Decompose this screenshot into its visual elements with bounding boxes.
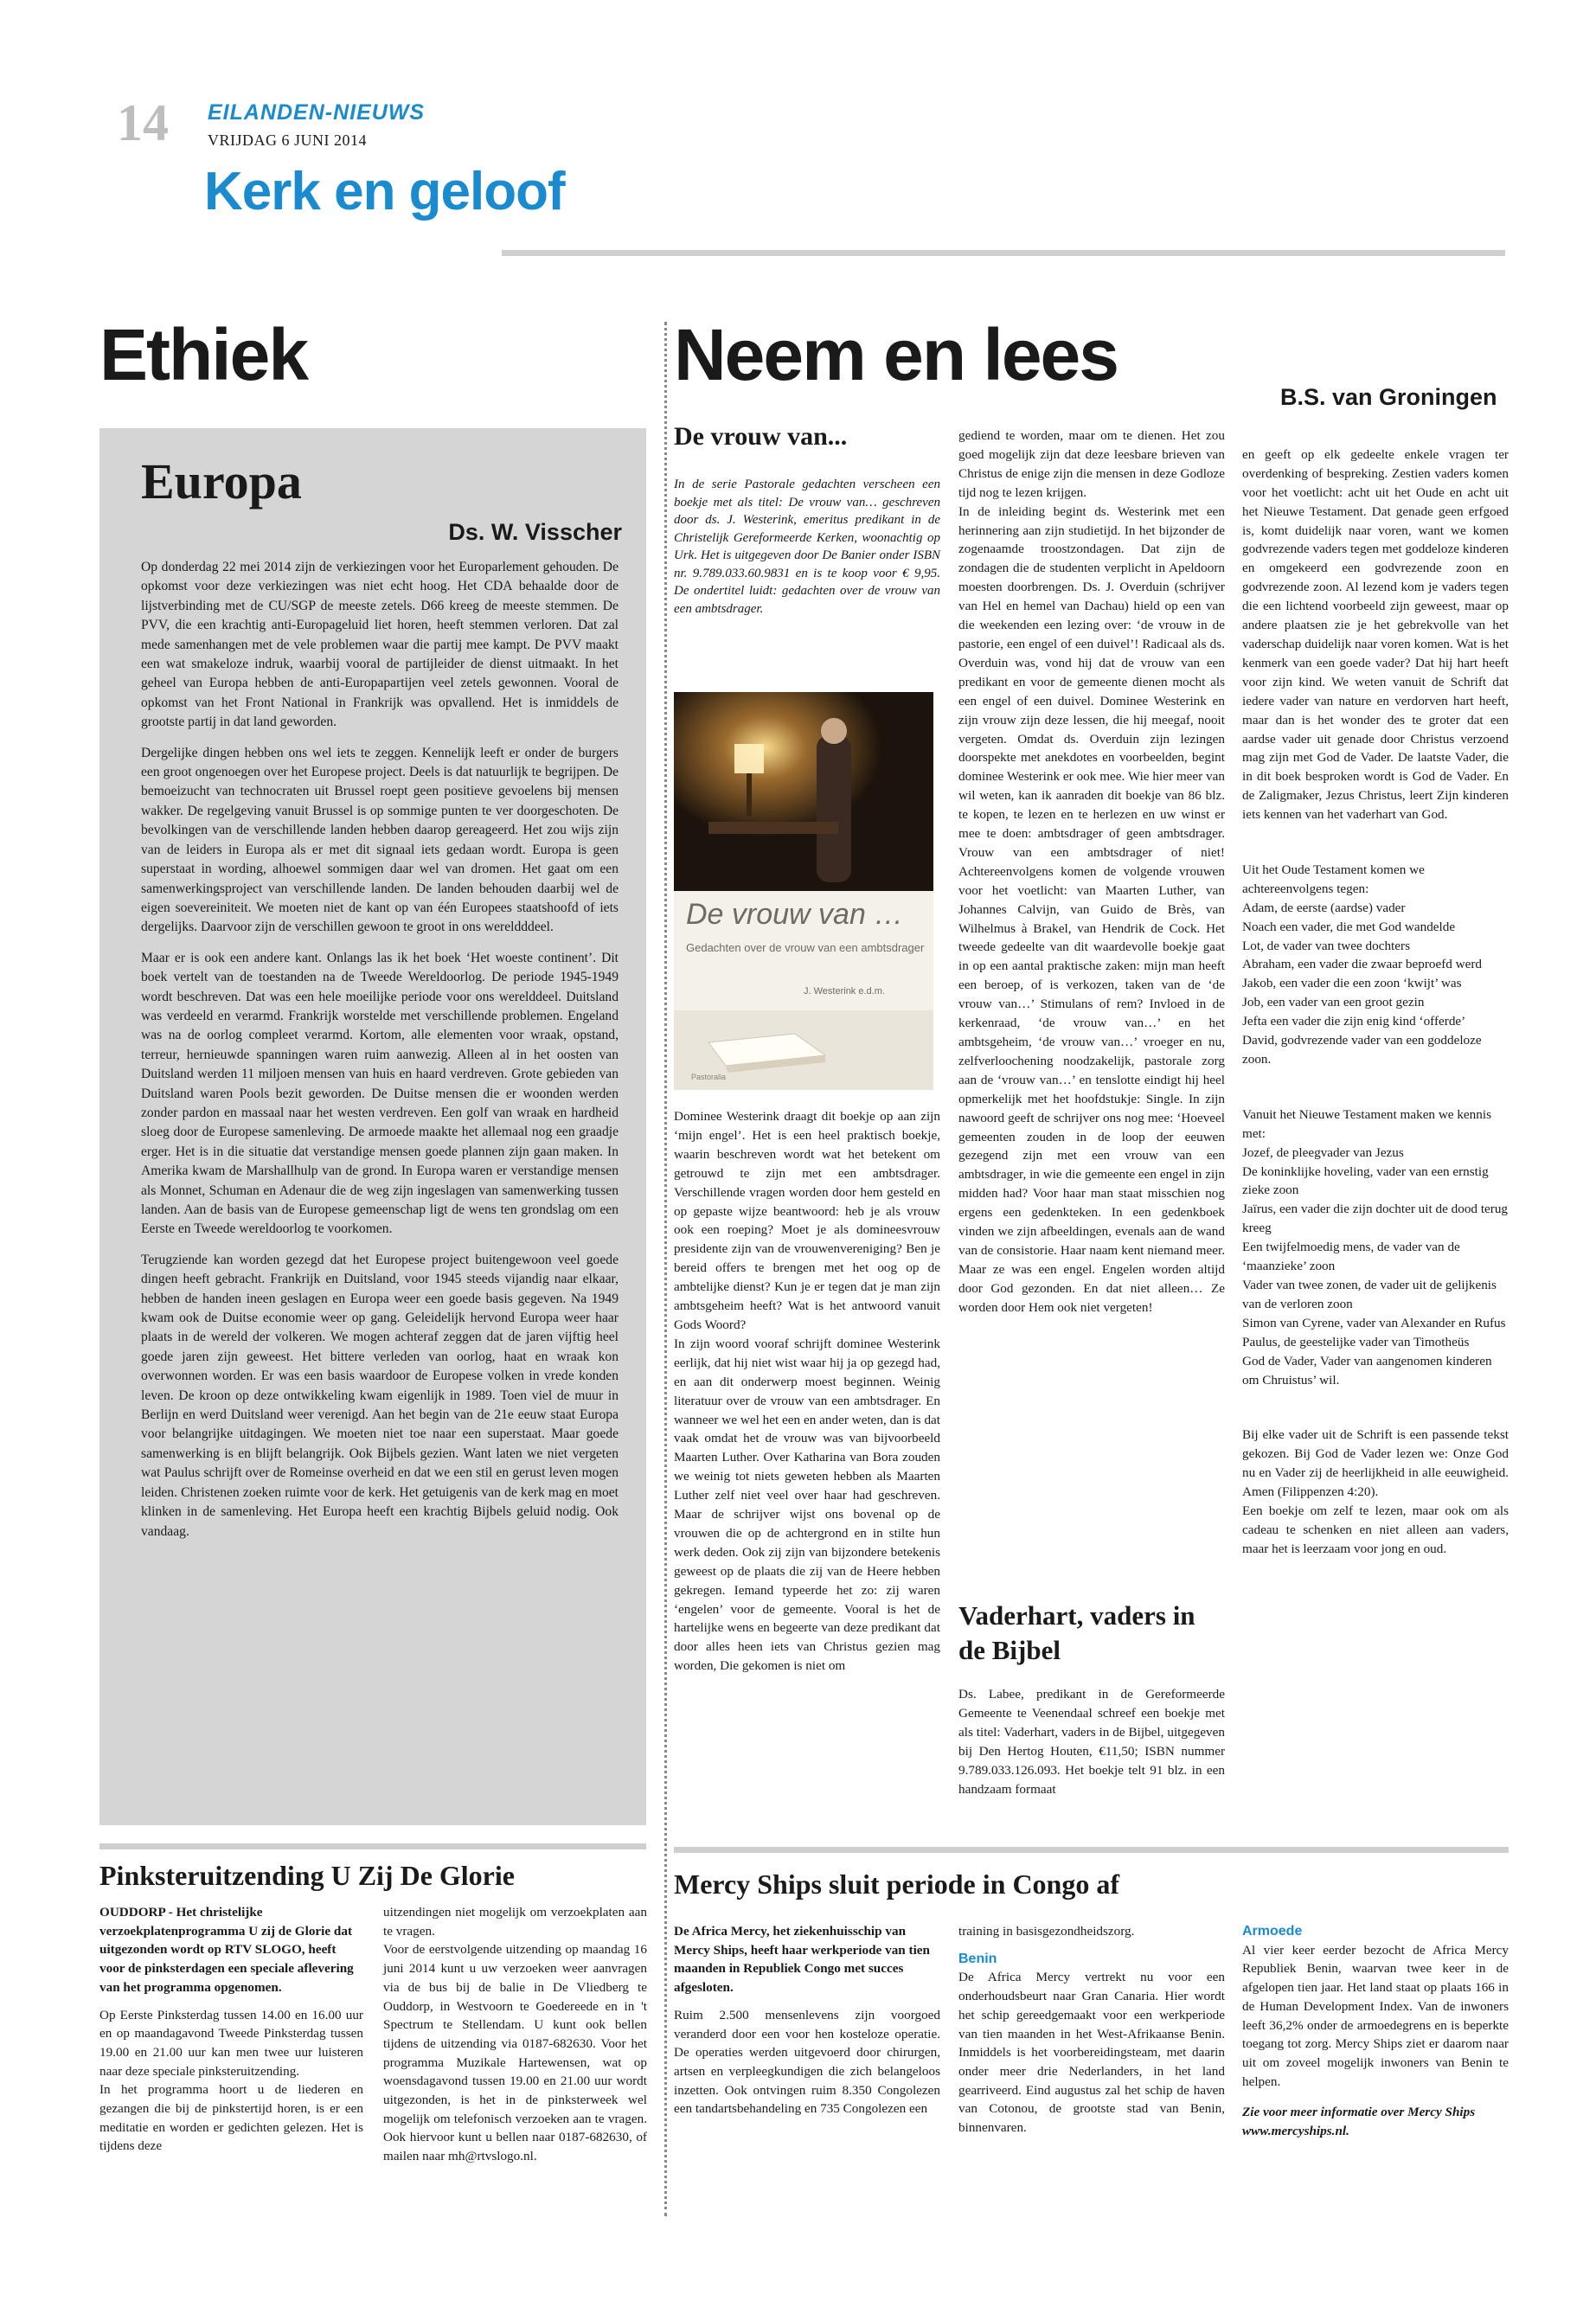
cover-title: De vrouw van …: [686, 898, 904, 931]
pinkster-title: Pinksteruitzending U Zij De Glorie: [99, 1860, 515, 1891]
ethiek-paragraph: Op donderdag 22 mei 2014 zijn de verkiezingen voor het Europarlement gehouden. De opkomst voor deze verkiezingen was niet echt hoog. Het CDA behaalde door de lijstverbinding met de CU/SGP de meeste zetels. D66 kreeg de meeste stemmen. De PVV, die een krachtig anti-Europageluid liet horen, heeft stemmen verloren. Dat zal mede samenhangen met de vele problemen waar die partij mee kampt. De PVV maakt een wat smakeloze indruk, waarbij vooral de partijleider de dienst uitmaakt. In het geheel van Europa hebben de anti-Europapartijen veel zetels gewonnen. Vooral de opkomst van het Front National in Frankrijk was opvallend. Het is inmiddels de grootste partij in dat land geworden.: [141, 560, 619, 730]
article1-title: De vrouw van...: [674, 422, 848, 451]
pinkster-lead: OUDDORP - Het christelijke verzoekplatenprogramma U zij de Glorie dat uitgezonden wordt op RTV SLOGO, heeft voor de pinksterdagen een speciale aflevering van het programma opgenomen.: [99, 1905, 354, 1995]
ethiek-box: [99, 428, 646, 1825]
article2-paragraph: Bij elke vader uit de Schrift is een passende tekst gekozen. Bij God de Vader lezen we: Onze God nu en Vader zij de heerlijkheid in alle eeuwigheid. Amen (Filippenzen 4:20). Een boekje om zelf te lezen, maar ook om als cadeau te schenken en niet alleen aan vaders, maar het is leerzaam voor jong en oud.: [1242, 1427, 1509, 1556]
pinkster-col1: [99, 1903, 363, 2156]
article2-paragraph: Ds. Labee, predikant in de Gereformeerde Gemeente te Veenendaal schreef een boekje met als titel: Vaderhart, vaders in de Bijbel, uitgegeven bij Den Hertog Houten, €11,50; ISBN nummer 9.789.033.126.093. Het boekje telt 91 blz. in een handzaam formaat: [958, 1687, 1225, 1797]
pinkster-paragraph: Voor de eerstvolgende uitzending op maandag 16 juni 2014 kunt u uw verzoeken weer aanvragen via de bus bij de balie in De Vliedberg te Ouddorp, in Westvoorn te Goedereede en in 't Spectrum te Stellendam. U kunt ook bellen tijdens de uitzending via 0187-682630. Voor het programma Muzikale Hartewensen, wat op woensdagavond tussen 19.00 en 21.00 uur wordt uitgezonden, is het in de pinksterweek wel mogelijk om telefonisch verzoeken aan te vragen. Ook hiervoor kunt u bellen naar 0187-682630, of mailen naar mh@rtvslogo.nl.: [383, 1942, 647, 2164]
mercy-footer-link[interactable]: Zie voor meer informatie over Mercy Ships www.mercyships.nl.: [1242, 2105, 1476, 2139]
article2-list-ot: Uit het Oude Testament komen we achtereenvolgens tegen: Adam, de eerste (aardse) vader Noach een vader, die met God wandelde Lot, de vader van twee dochters Abraham, een vader die zwaar beproefd werd Jakob, een vader die een zoon ‘kwijt’ was Job, een vader van een groot gezin Jefta een vader die zijn enig kind ‘offerde’ David, godvrezende vader van een goddeloze zoon.: [1242, 862, 1483, 1067]
ethiek-paragraph: Terugziende kan worden gezegd dat het Europese project buitengewoon veel goede dingen heeft gebracht. Frankrijk en Duitsland, voor 1945 steeds vijandig naar elkaar, hebben de handen ineen geslagen en Europa weer een goede basis gegeven. Na 1949 kwam ook de Duitse economie weer op gang. Geleidelijk hervond Europa weer haar plaats in de wereld der volkeren. We mogen achteraf zeggen dat de jaren vijftig heel goede jaren zijn geweest. Het bittere verleden van oorlog, haat en wraak kon overwonnen worden. Er was een basis waardoor de Europese volken in vrede konden leven. De kroon op deze ontwikkeling kwam eigenlijk in 1989. Toen viel de muur in Berlijn en werd Duitsland weer verenigd. Aan het begin van de 21e eeuw staat Europa voor belangrijke uitdagingen. We moeten niet toe naar een superstaat. Maar goede samenwerking is en blijft belangrijk. Ook Bijbels gezien. Want laten we niet vergeten wat Paulus schrijft over de Romeinse overheid en dat we een stil en gerust leven mogen leiden. Christenen zoeken ruimte voor de kerk. Het getuigenis van de kerk mag en moet klinken in de samenleving. Het Europa heeft een krachtig Bijbels geluid nodig. Ook vandaag.: [141, 1252, 619, 1539]
mercy-paragraph: Al vier keer eerder bezocht de Africa Mercy Republiek Benin, waarvan twee keer in de afgelopen tien jaar. Het land staat op plaats 166 in de Human Development Index. Van de inwoners leeft 36,2% onder de armoedegrens en is beperkte toegang tot zorg. Mercy Ships ziet er daarom naar uit om zoveel mogelijk inwoners van Benin te helpen.: [1242, 1942, 1509, 2089]
issue-date: VRIJDAG 6 JUNI 2014: [208, 131, 367, 149]
column-divider: [664, 322, 667, 2216]
pinkster-col2: [383, 1903, 647, 2166]
pinkster-paragraph: Op Eerste Pinksterdag tussen 14.00 en 16.00 uur en op maandagavond Tweede Pinksterdag tussen 19.00 en 21.00 uur kan men twee uur luisteren naar deze speciale pinksteruitzending.: [99, 2007, 363, 2079]
article2-body: [958, 1685, 1225, 1798]
article1-col3: [958, 426, 1225, 1317]
mercy-rule: [674, 1847, 1509, 1853]
section-title: Kerk en geloof: [204, 162, 565, 221]
article2-list-nt: Vanuit het Nieuwe Testament maken we kennis met: Jozef, de pleegvader van Jezus De koninklijke hoveling, vader van een ernstig zieke zoon Jaïrus, een vader die zijn dochter uit de dood terug kreeg Een twijfelmoedig mens, de vader van de ‘maanzieke’ zoon Vader van twee zonen, de vader uit de gelijkenis van de verloren zoon Simon van Cyrene, vader van Alexander en Rufus Paulus, de geestelijke vader van Timotheüs God de Vader, Vader van aangenomen kinderen om Chruistus’ wil.: [1242, 1106, 1509, 1388]
mercy-col3: [1242, 1922, 1509, 2141]
ethiek-body: [141, 558, 619, 1553]
mercy-lead: De Africa Mercy, het ziekenhuisschip van Mercy Ships, heeft haar werkperiode van tien maanden in Republiek Congo met succes afgesloten.: [674, 1924, 930, 1996]
article1-paragraph: gediend te worden, maar om te dienen. Het zou goed mogelijk zijn dat deze leesbare brieven van Christus de enige zijn die mensen in deze Godloze tijd nog te lezen krijgen.: [958, 428, 1225, 500]
mercy-subheading-armoede: Armoede: [1242, 1924, 1303, 1939]
pinkster-paragraph: uitzendingen niet mogelijk om verzoekplaten aan te vragen.: [383, 1905, 647, 1939]
article2-paragraph: en geeft op elk gedeelte enkele vragen ter overdenking of bespreking. Zestien vaders komen voor het voetlicht: acht uit het Oude en acht uit het Nieuwe Testament. Dat genade geen erfgoed is, komt duidelijk naar voren, want we komen godvrezende vaders tegen met goddeloze kinderen en omgekeerd een godvrezende zoon en godvrezende zoon. Al lezend kom je vaders tegen die een lichtend voorbeeld zijn geweest, maar op andere plaatsen zie je het gebrekvolle van het vaderschap duidelijk naar voren komen. Wat is het kenmerk van een goede vader? Dat hij hart heeft voor zijn kind. We weten vanuit de Schrift dat iedere vader van nature en verdorven hart heeft, maar dan is het wonder des te groter dat een aardse vader uit genade door Christus verzoend mag zijn met God de Vader. De laatste Vader, die in dit boek besproken wordt is God de Vader. En de Zaligmaker, Jezus Christus, leert Zijn kinderen iets kennen van het vaderhart van God.: [1242, 446, 1509, 823]
pinkster-rule: [99, 1843, 646, 1849]
article1-paragraph: Dominee Westerink draagt dit boekje op aan zijn ‘mijn engel’. Het is een heel praktisch boekje, waarin beschreven wordt wat het betekent om getrouwd te zijn met een ambtsdrager. Verschillende vragen worden door hem gesteld en op gepaste wijze beantwoord: heb je als vrouw ook een roeping? Moet je als domineesvrouw presidente zijn van de vrouwenvereniging? Ben je bereid offers te brengen met het oog op de ambtelijke dienst? Kun je er tegen dat je man zijn ambtsgeheim heeft? Wat is het antwoord vanuit Gods Woord?: [674, 1109, 940, 1332]
section-rule: [502, 250, 1505, 256]
article1-paragraph: In de inleiding begint ds. Westerink met een herinnering aan zijn studietijd. In het bijzonder de zogenaamde troostzondagen. Dat zijn de zondagen die de studenten verplicht in Apeldoorn moesten doorbrengen. Ds. J. Overduin (schrijver van Hel en hemel van Dachau) hield op een van die weekenden een lezing over: ‘de vrouw in de pastorie, een engel of een duivel’! Radicaal als ds. Overduin was, vond hij dat de vrouw van een predikant en voor de gemeente dienen mocht als een engel of een duivel. Dominee Westerink en zijn vrouw zijn deze lessen, die hij meegaf, nooit vergeten. Omdat ds. Overduin zijn lezingen doorspekte met anekdotes en voorbeelden, begint dominee Westerink er ook mee. Wie hier meer van wil weten, kan ik aanraden dit boekje van 86 blz. te kopen, te lezen en te herlezen en uw winst er mee te doen: ambtsdrager of geen ambtsdrager. Vrouw van een ambtsdrager of niet! Achtereenvolgens komen de volgende vrouwen voor het voetlicht: van Maarten Luther, van Johannes Calvijn, van Guido de Brès, van Wilhelmus à Brakel, van Hendrik de Cock. Het tweede gedeelte van dit waardevolle boekje gaat in op een aantal praktische zaken: mijn man heeft een beroep, of is verkozen, taken van de ‘de vrouw van…’ Stimulans of rem? Invloed in de kerkenraad, ‘de vrouw van…’ en het ambtsgeheim, ‘de vrouw van…’ vroeger en nu, zelfverloochening noodzakelijk, pastorale zorg aan de ‘vrouw van…’ en tenslotte eindigt hij heel opmerkelijk met het hoofdstukje: Single. In zijn nawoord geeft de schrijver ons nog mee: ‘Hoeveel gemeenten zouden in de loop der eeuwen gezegend zijn met een vrouw van een ambtsdrager, in wie die gemeente een engel in zijn midden had? Voor haar man staat misschien nog ergens een gedenkteken. In een gedenkboek vinden we zijn afbeeldingen, evenals aan de wand van de consistorie. Haar naam kent niemand meer. Maar ze was een engel. Engelen worden altijd door God gezonden. En dat niet alleen… Ze worden door Hem ook niet vergeten!: [958, 503, 1225, 1315]
ethiek-paragraph: Maar er is ook een andere kant. Onlangs las ik het boek ‘Het woeste continent’. Dit boek vertelt van de toestanden na de Tweede Wereldoorlog. De periode 1945-1949 wordt beschreven. Dat was een hele moeilijke periode voor ons werelddeel. Duitsland was verdeeld en verarmd. Frankrijk worstelde met verschillende problemen. Engeland was na de oorlog compleet verarmd. Kortom, alle elementen voor wraak, opstand, terreur, hernieuwde spanningen waren ruim aanwezig. Alleen al in het oosten van Duitsland werden 11 miljoen mensen van huis en haard verdreven. Grote gebieden van Duitsland waren Pools bezit geworden. De Duitse mensen die er woonden werden zonder pardon en massaal naar het westen verdreven. Een golf van wraak en hardheid sloeg door de Europese samenleving. De armoede maakte het allemaal nog een graadje erger. Het is in die situatie dat verstandige mensen goede plannen zijn gaan maken. In Amerika kwam de Marshallhulp van de grond. In Europa waren er verstandige mensen als Monnet, Schuman en Adenaur die de weg zijn ingeslagen van samenwerking tussen landen. Aan de basis van de Europese gemeenschap ligt de wens ten grondslag om een Eerste en Tweede wereldoorlog te voorkomen.: [141, 950, 619, 1237]
mercy-title: Mercy Ships sluit periode in Congo af: [674, 1868, 1119, 1900]
article2-title: Vaderhart, vaders in de Bijbel: [958, 1600, 1195, 1665]
article2-col4: [1242, 426, 1509, 1578]
mercy-col2: [958, 1922, 1225, 2138]
article1-col2: [674, 1107, 940, 1676]
article1-intro: In de serie Pastorale gedachten verscheen een boekje met als titel: De vrouw van… geschreven door ds. J. Westerink, emeritus predikant in de Christelijk Gereformeerde Kerken, woonachtig op Urk. Het is uitgegeven door De Banier onder ISBN nr. 9.789.033.60.9831 en is te koop voor € 9,95. De ondertitel luidt: gedachten over de vrouw van een ambtsdrager.: [674, 478, 940, 616]
page-number: 14: [117, 94, 169, 151]
newspaper-logo: EILANDEN-NIEUWS: [208, 100, 426, 125]
neem-heading: Neem en lees: [674, 314, 1118, 395]
article1-paragraph: In zijn woord vooraf schrijft dominee Westerink eerlijk, dat hij niet wist waar hij ja op gezegd had, en aan dit onderwerp moest beginnen. Weinig literatuur over de vrouw van een ambtsdrager. En wanneer we wel het een en ander weten, dan is dat vaak omdat het de vrouw was van bijvoorbeeld Maarten Luther. Over Katharina van Bora zouden we weinig tot niets geweten hebben als Maarten Luther zelf niet veel over haar had geschreven. Maar de schrijver wijst ons bovenal op de vrouwen die op de achtergrond en in stilte hun werk deden. Ook zij zijn van bijzondere betekenis geweest op de plaats die zij van de Heere hebben gekregen. Iemand typeerde het zo: zij waren ‘engelen’ voor de gemeente. Vooral is het de hartelijke wens en begeerte van deze predikant dat door alles heen iets van Christus gezien mag worden, Die gekomen is niet om: [674, 1336, 940, 1674]
mercy-col1: [674, 1922, 940, 2118]
mercy-paragraph: De Africa Mercy vertrekt nu voor een onderhoudsbeurt naar Gran Canaria. Hier wordt het schip gereedgemaakt voor een werkperiode van tien maanden in het West-Afrikaanse Benin. Inmiddels is het voorbereidingsteam, met daarin onder meer drie Nederlanders, in het land gearriveerd. Eind augustus zal het schip de haven van Cotonou, de grootste stad van Benin, binnenvaren.: [958, 1970, 1225, 2136]
mercy-paragraph: training in basisgezondheidszorg.: [958, 1924, 1135, 1939]
ethiek-author: Ds. W. Visscher: [448, 519, 622, 545]
cover-author: J. Westerink e.d.m.: [804, 986, 885, 997]
ethiek-heading: Ethiek: [99, 314, 308, 395]
cover-subtitle: Gedachten over de vrouw van een ambtsdrager: [686, 941, 925, 954]
pinkster-paragraph: In het programma hoort u de liederen en gezangen die bij de pinkstertijd horen, is er een meditatie en worden er gedichten gelezen. Het is tijdens deze: [99, 2082, 363, 2154]
book-cover-illustration: [674, 692, 933, 1090]
ethiek-title: Europa: [141, 453, 302, 510]
cover-publisher: Pastoralia: [691, 1073, 727, 1081]
mercy-subheading-benin: Benin: [958, 1951, 997, 1966]
mercy-paragraph: Ruim 2.500 mensenlevens zijn voorgoed veranderd door een voor hen kosteloze operatie. De operaties werden uitgevoerd door chirurgen, artsen en verpleegkundigen die zich belangeloos inzetten. Ook ontvingen ruim 8.350 Congolezen een tandartsbehandeling en 735 Congolezen een: [674, 2007, 940, 2117]
book-cover-image: [674, 692, 933, 1090]
ethiek-paragraph: Dergelijke dingen hebben ons wel iets te zeggen. Kennelijk leeft er onder de burgers een groot ongenoegen over het Europese project. Deels is dat natuurlijk te begrijpen. De bemoeizucht van technocraten uit Brussel roept geen positieve gevoelens bij mensen wakker. De regelgeving vanuit Brussel is op sommige punten te ver doorgeschoten. De bevolkingen van de verschillende landen hebben daarop gereageerd. Het zou wijs zijn van de leiders in Europa als er met dit signaal iets gedaan wordt. Europa is geen superstaat in wording, alhoewel sommigen daar wel van dromen. Het gaat om een samenwerkingsproject van verschillende landen. De landen behouden daarbij wel de eigen soevereiniteit. We moeten niet de kant op van één Europees staatshoofd of iets dergelijks. Daarvoor zijn de verschillen gewoon te groot in ons wereldddeel.: [141, 745, 619, 935]
neem-author: B.S. van Groningen: [1280, 384, 1497, 410]
